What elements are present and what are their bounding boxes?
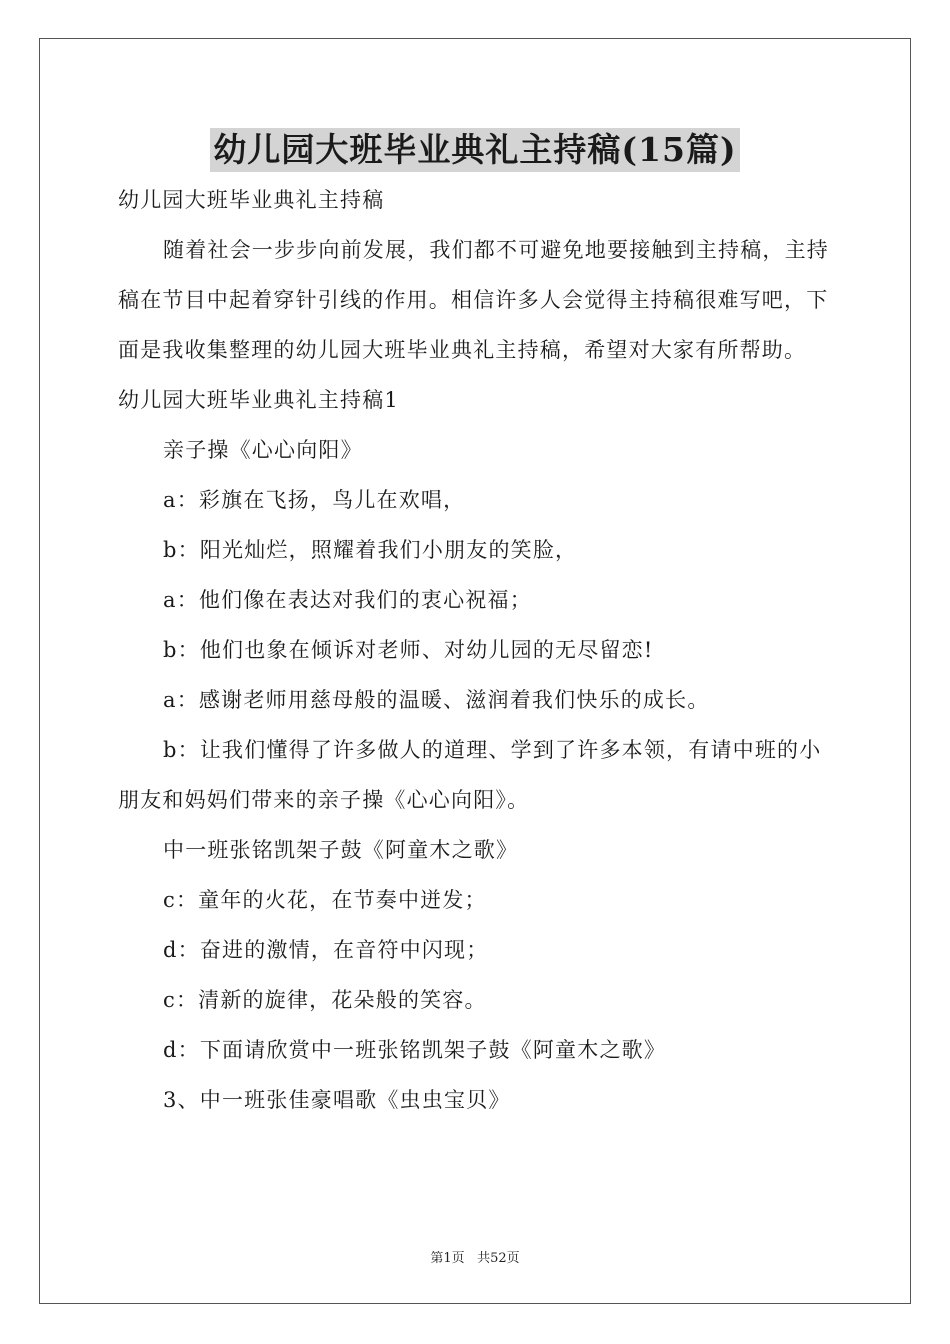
host-line: d：奋进的激情，在音符中闪现； <box>163 938 489 962</box>
host-line: c：清新的旋律，花朵般的笑容。 <box>163 988 487 1012</box>
host-line: a：他们像在表达对我们的衷心祝福； <box>163 588 532 612</box>
program-item: 3、中一班张佳豪唱歌《虫虫宝贝》 <box>163 1088 511 1112</box>
page-total: 共52页 <box>477 1251 520 1266</box>
section-heading: 幼儿园大班毕业典礼主持稿 <box>118 188 385 212</box>
host-line: a：彩旗在飞扬，鸟儿在欢唱， <box>163 488 466 512</box>
page-footer <box>0 1247 950 1266</box>
host-line: d：下面请欣赏中一班张铭凯架子鼓《阿童木之歌》 <box>163 1038 667 1062</box>
program-item: 亲子操《心心向阳》 <box>163 438 363 462</box>
host-line: b：阳光灿烂，照耀着我们小朋友的笑脸， <box>163 538 578 562</box>
program-item: 中一班张铭凯架子鼓《阿童木之歌》 <box>163 838 519 862</box>
host-line: b：他们也象在倾诉对老师、对幼儿园的无尽留恋! <box>163 638 654 662</box>
title-container <box>0 128 950 172</box>
host-line: c：童年的火花，在节奏中迸发； <box>163 888 487 912</box>
host-line: a：感谢老师用慈母般的温暖、滋润着我们快乐的成长。 <box>163 688 710 712</box>
document-title: 幼儿园大班毕业典礼主持稿(15篇) <box>210 128 739 172</box>
section-heading: 幼儿园大班毕业典礼主持稿1 <box>118 388 399 412</box>
document-body <box>118 175 834 1125</box>
host-line: b：让我们懂得了许多做人的道理、学到了许多本领，有请中班的小朋友和妈妈们带来的亲子操《心心向阳》。 <box>118 738 822 812</box>
page-number: 第1页 <box>430 1251 465 1266</box>
intro-paragraph: 随着社会一步步向前发展，我们都不可避免地要接触到主持稿，主持稿在节目中起着穿针引线的作用。相信许多人会觉得主持稿很难写吧，下面是我收集整理的幼儿园大班毕业典礼主持稿，希望对大家有所帮助。 <box>118 238 829 362</box>
